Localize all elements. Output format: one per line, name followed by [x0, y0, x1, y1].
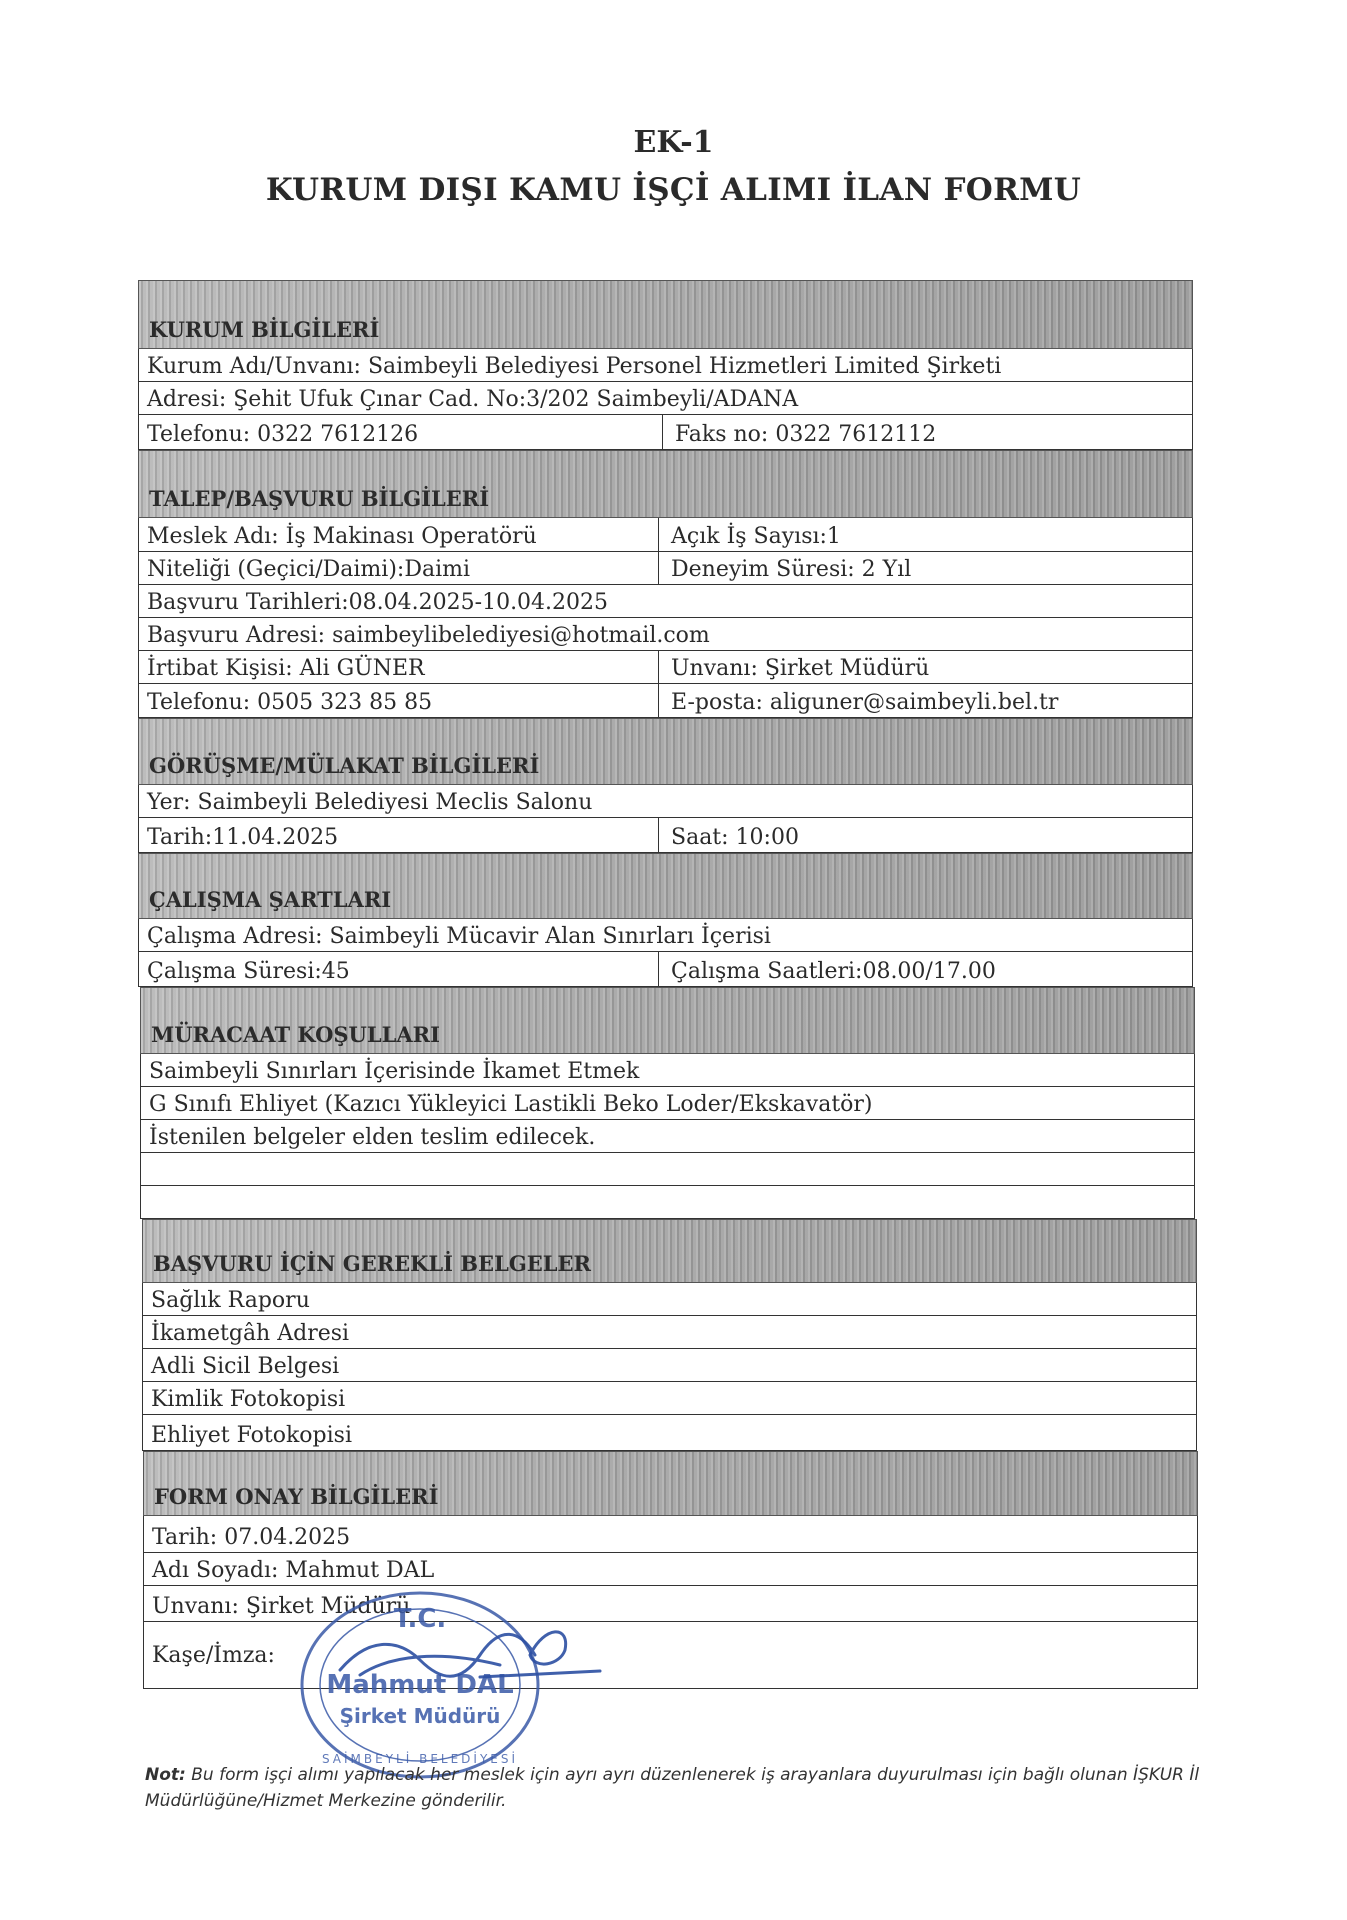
talep-acik-is: Açık İş Sayısı:1: [671, 524, 841, 549]
calisma-adres-row: [138, 919, 1193, 952]
talep-irtibat-row: [138, 651, 1193, 684]
muracaat-item: İstenilen belgeler elden teslim edilecek.: [149, 1125, 596, 1150]
stamp-role: Şirket Müdürü: [339, 1704, 501, 1728]
section-header-kurum: KURUM BİLGİLERİ: [138, 280, 1193, 349]
form-annex-label: EK-1: [633, 125, 714, 160]
talep-meslek-row: [138, 518, 1193, 552]
section-header-onay: FORM ONAY BİLGİLERİ: [143, 1451, 1198, 1516]
talep-tarihler-row: [138, 585, 1193, 618]
talep-adres: Başvuru Adresi: saimbeylibelediyesi@hotmail.com: [147, 623, 710, 648]
belge-item: Ehliyet Fotokopisi: [151, 1423, 352, 1448]
handwritten-signature: [330, 1615, 610, 1705]
calisma-sure: Çalışma Süresi:45: [147, 959, 350, 984]
stamp-top-text: T.C.: [393, 1604, 447, 1634]
belge-row: [142, 1415, 1197, 1451]
kurum-faks: Faks no: 0322 7612112: [675, 422, 937, 447]
belge-item: Adli Sicil Belgesi: [151, 1354, 340, 1379]
belge-row: [142, 1283, 1197, 1316]
talep-tarihler: Başvuru Tarihleri:08.04.2025-10.04.2025: [147, 590, 609, 615]
footer-note: [145, 1762, 1205, 1814]
belge-row: [142, 1382, 1197, 1415]
muracaat-row: [140, 1120, 1195, 1153]
talep-nitelik: Niteliği (Geçici/Daimi):Daimi: [147, 557, 471, 582]
kurum-adres: Adresi: Şehit Ufuk Çınar Cad. No:3/202 Saimbeyli/ADANA: [147, 387, 799, 412]
belge-row: [142, 1316, 1197, 1349]
onay-kase: Kaşe/İmza:: [152, 1642, 275, 1668]
kurum-ad: Kurum Adı/Unvanı: Saimbeyli Belediyesi Personel Hizmetleri Limited Şirketi: [147, 354, 1002, 379]
note-text: Bu form işçi alımı yapılacak her meslek için ayrı ayrı düzenlenerek iş arayanlara duyurulması için bağlı olunan İŞKUR İl Müdürlüğüne/Hizmet Merkezine gönderilir.: [145, 1765, 1200, 1811]
talep-unvan: Unvanı: Şirket Müdürü: [671, 656, 930, 681]
belge-item: Kimlik Fotokopisi: [151, 1387, 346, 1412]
onay-unvan: Unvanı: Şirket Müdürü: [152, 1594, 411, 1619]
calisma-sure-row: [138, 952, 1193, 987]
gorusme-yer: Yer: Saimbeyli Belediyesi Meclis Salonu: [147, 790, 593, 815]
stamp-ring-text: SAİMBEYLİ BELEDİYESİ: [321, 1752, 519, 1766]
section-header-gorusme: GÖRÜŞME/MÜLAKAT BİLGİLERİ: [138, 718, 1193, 785]
kurum-telefon: Telefonu: 0322 7612126: [147, 422, 419, 447]
talep-nitelik-row: [138, 552, 1193, 585]
kurum-telefon-row: [138, 415, 1193, 450]
belge-row: [142, 1349, 1197, 1382]
muracaat-item: Saimbeyli Sınırları İçerisinde İkamet Etmek: [149, 1059, 640, 1084]
stamp-name: Mahmut DAL: [326, 1670, 514, 1700]
belge-item: Sağlık Raporu: [151, 1288, 310, 1313]
muracaat-row: [140, 1186, 1195, 1219]
gorusme-tarih-row: [138, 818, 1193, 853]
onay-tarih: Tarih: 07.04.2025: [152, 1525, 351, 1550]
gorusme-yer-row: [138, 785, 1193, 818]
section-header-muracaat: MÜRACAAT KOŞULLARI: [140, 987, 1195, 1054]
gorusme-saat: Saat: 10:00: [671, 825, 799, 850]
muracaat-row: [140, 1087, 1195, 1120]
talep-eposta: E-posta: aliguner@saimbeyli.bel.tr: [671, 690, 1059, 715]
talep-deneyim: Deneyim Süresi: 2 Yıl: [671, 557, 912, 582]
onay-ad: Adı Soyadı: Mahmut DAL: [152, 1558, 435, 1583]
muracaat-row: [140, 1153, 1195, 1186]
calisma-adres: Çalışma Adresi: Saimbeyli Mücavir Alan Sınırları İçerisi: [147, 924, 771, 949]
section-header-talep: TALEP/BAŞVURU BİLGİLERİ: [138, 450, 1193, 518]
talep-adres-row: [138, 618, 1193, 651]
form-title: KURUM DIŞI KAMU İŞÇİ ALIMI İLAN FORMU: [265, 172, 1082, 208]
talep-irtibat: İrtibat Kişisi: Ali GÜNER: [147, 656, 425, 681]
calisma-saatler: Çalışma Saatleri:08.00/17.00: [671, 959, 996, 984]
talep-meslek: Meslek Adı: İş Makinası Operatörü: [147, 524, 537, 549]
onay-tarih-row: [143, 1516, 1198, 1553]
note-label: Not:: [145, 1765, 186, 1785]
kurum-ad-row: [138, 349, 1193, 382]
belge-item: İkametgâh Adresi: [151, 1321, 350, 1346]
kurum-adres-row: [138, 382, 1193, 415]
section-header-calisma: ÇALIŞMA ŞARTLARI: [138, 853, 1193, 919]
gorusme-tarih: Tarih:11.04.2025: [147, 825, 339, 850]
onay-ad-row: [143, 1553, 1198, 1586]
muracaat-item: G Sınıfı Ehliyet (Kazıcı Yükleyici Lastikli Beko Loder/Ekskavatör): [149, 1092, 873, 1117]
talep-telefon-row: [138, 684, 1193, 718]
talep-telefon: Telefonu: 0505 323 85 85: [147, 690, 433, 715]
muracaat-row: [140, 1054, 1195, 1087]
section-header-belgeler: BAŞVURU İÇİN GEREKLİ BELGELER: [142, 1219, 1197, 1283]
